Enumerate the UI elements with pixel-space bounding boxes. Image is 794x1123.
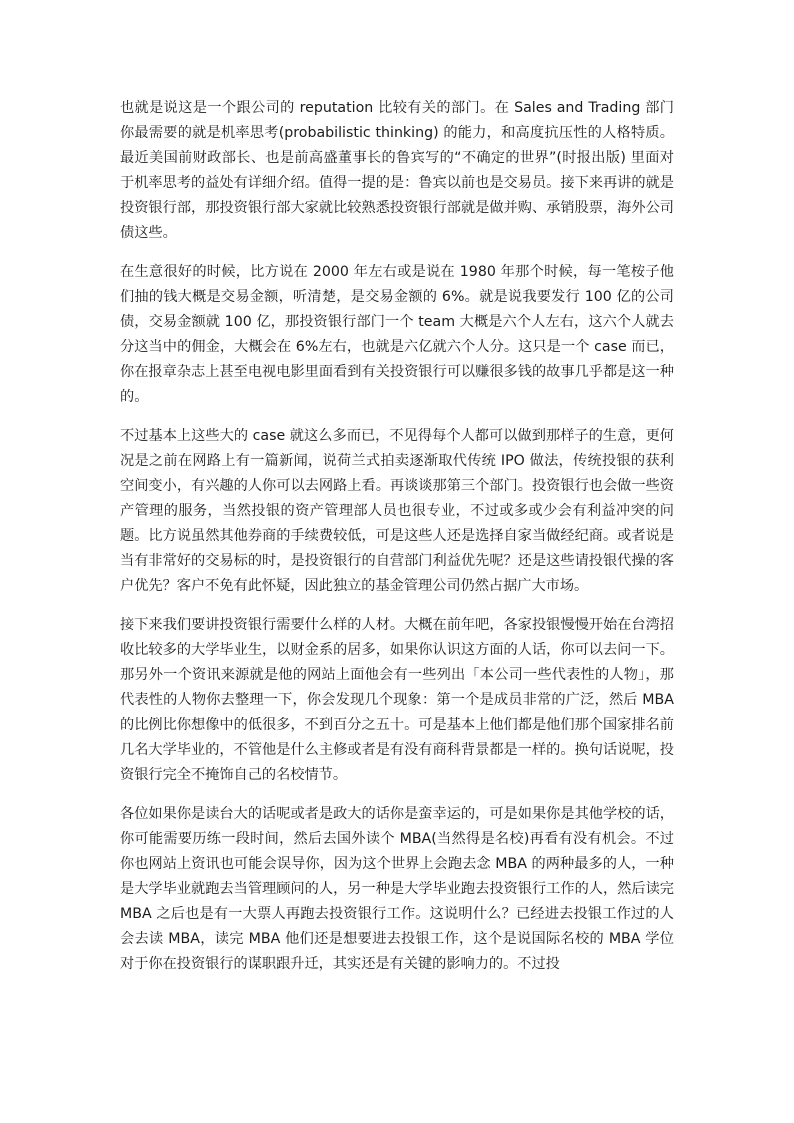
paragraph: 各位如果你是读台大的话呢或者是政大的话你是蛮幸运的，可是如果你是其他学校的话，你可能需要历练一段时间，然后去国外读个 MBA(当然得是名校)再看有没有机会。不过你也网站上资讯也可能会误导你，因为这个世界上会跑去念 MBA 的两种最多的人，一种是大学毕业就跑去当管理顾问的人，另一种是大学毕业跑去投资银行工作的人，然后读完 MBA 之后也是有一大票人再跑去投资银行工作。这说明什么？已经进去投银工作过的人会去读 MBA，读完 MBA 他们还是想要进去投银工作，这个是说国际名校的 MBA 学位对于你在投资银行的谋职跟升迁，其实还是有关键的影响力的。不过投 xyxy=(120,806,674,972)
paragraph: 在生意很好的时候，比方说在 2000 年左右或是说在 1980 年那个时候，每一笔桉子他们抽的钱大概是交易金额，听清楚，是交易金额的 6%。就是说我要发行 100 亿的公司债，交易金额就 100 亿，那投资银行部门一个 team 大概是六个人左右，这六个人就去分这当中的佣金，大概会在 6%左右，也就是六亿就六个人分。这只是一个 case 而已，你在报章杂志上甚至电视电影里面看到有关投资银行可以赚很多钱的故事几乎都是这一种的。 xyxy=(120,264,674,405)
paragraph: 也就是说这是一个跟公司的 reputation 比较有关的部门。在 Sales and Trading 部门你最需要的就是机率思考(probabilistic thinking) 的能力，和高度抗压性的人格特质。最近美国前财政部长、也是前高盛董事长的鲁宾写的“不确定的世界”(时报出版) 里面对于机率思考的益处有详细介绍。值得一提的是：鲁宾以前也是交易员。接下来再讲的就是投资银行部，那投资银行部大家就比较熟悉投资银行部就是做并购、承销股票，海外公司债这些。 xyxy=(120,100,674,241)
document-page xyxy=(120,96,674,991)
paragraph: 接下来我们要讲投资银行需要什么样的人材。大概在前年吧，各家投银慢慢开始在台湾招收比较多的大学毕业生，以财金系的居多，如果你认识这方面的人话，你可以去问一下。那另外一个资讯来源就是他的网站上面他会有一些列出「本公司一些代表性的人物」，那代表性的人物你去整理一下，你会发现几个现象：第一个是成员非常的广泛，然后 MBA 的比例比你想像中的低很多，不到百分之五十。可是基本上他们都是他们那个国家排名前几名大学毕业的，不管他是什么主修或者是有没有商科背景都是一样的。换句话说呢，投资银行完全不掩饰自己的名校情节。 xyxy=(120,617,674,783)
paragraph: 不过基本上这些大的 case 就这么多而已，不见得每个人都可以做到那样子的生意，更何况是之前在网路上有一篇新闻，说荷兰式拍卖逐渐取代传统 IPO 做法，传统投银的获利空间变小，有兴趣的人你可以去网路上看。再谈谈那第三个部门。投资银行也会做一些资产管理的服务，当然投银的资产管理部人员也很专业，不过或多或少会有利益冲突的问题。比方说虽然其他券商的手续费较低，可是这些人还是选择自家当做经纪商。或者说是当有非常好的交易标的时，是投资银行的自营部门利益优先呢？还是这些请投银代操的客户优先？客户不免有此怀疑，因此独立的基金管理公司仍然占据广大市场。 xyxy=(120,428,674,594)
